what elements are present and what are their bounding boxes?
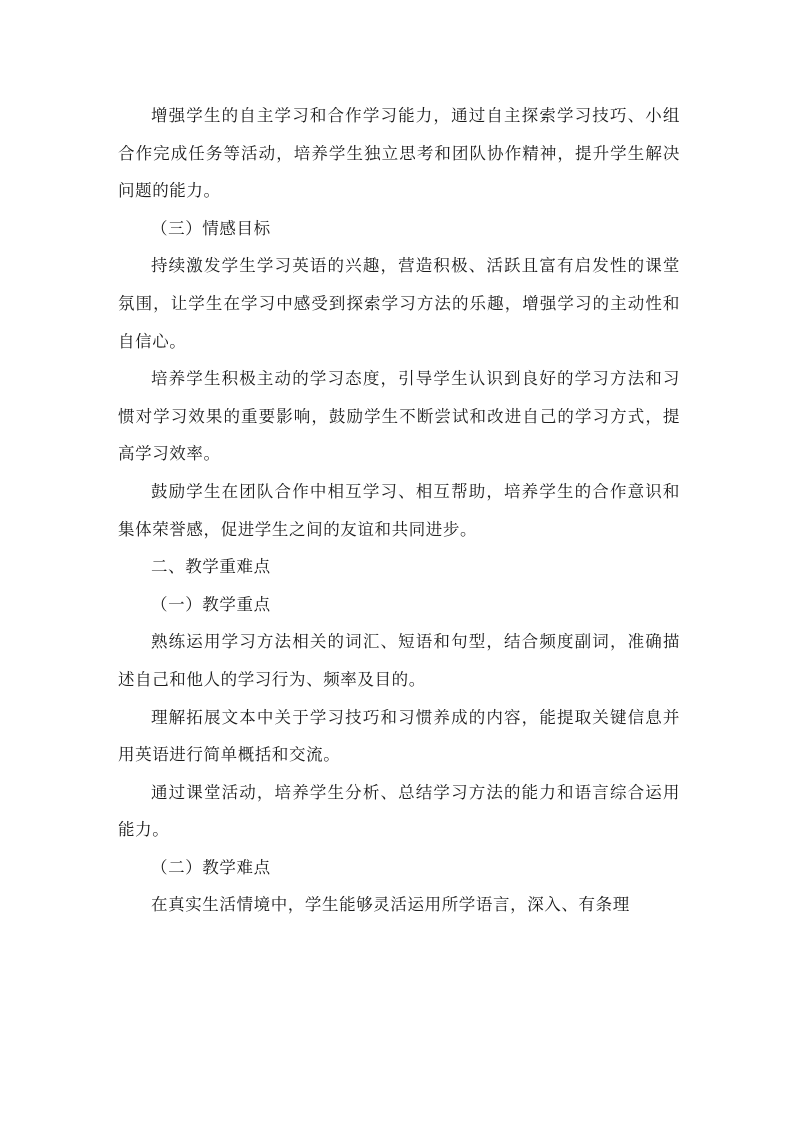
- paragraph-reading: 理解拓展文本中关于学习技巧和习惯养成的内容，能提取关键信息并用英语进行简单概括和交流。: [118, 707, 680, 765]
- paragraph-teamwork: 鼓励学生在团队合作中相互学习、相互帮助，培养学生的合作意识和集体荣誉感，促进学生之间的友谊和共同进步。: [118, 481, 680, 539]
- paragraph-interest: 持续激发学生学习英语的兴趣，营造积极、活跃且富有启发性的课堂氛围，让学生在学习中感受到探索学习方法的乐趣，增强学习的主动性和自信心。: [118, 256, 680, 351]
- heading-key-points: （一）教学重点: [151, 594, 271, 614]
- paragraph-ability-goal: 增强学生的自主学习和合作学习能力，通过自主探索学习技巧、小组合作完成任务等活动，培养学生独立思考和团队协作精神，提升学生解决问题的能力。: [118, 106, 680, 201]
- heading-emotion-goal: （三）情感目标: [151, 218, 271, 238]
- paragraph-real-life: 在真实生活情境中，学生能够灵活运用所学语言，深入、有条理: [151, 895, 630, 915]
- heading-difficult-points: （二）教学难点: [151, 857, 271, 877]
- paragraph-vocabulary: 熟练运用学习方法相关的词汇、短语和句型，结合频度副词，准确描述自己和他人的学习行为、频率及目的。: [118, 632, 680, 689]
- paragraph-activities: 通过课堂活动，培养学生分析、总结学习方法的能力和语言综合运用能力。: [118, 782, 680, 840]
- document-body: [118, 97, 680, 924]
- paragraph-attitude: 培养学生积极主动的学习态度，引导学生认识到良好的学习方法和习惯对学习效果的重要影响，鼓励学生不断尝试和改进自己的学习方式，提高学习效率。: [118, 369, 680, 464]
- heading-key-difficult-points: 二、教学重难点: [151, 557, 271, 577]
